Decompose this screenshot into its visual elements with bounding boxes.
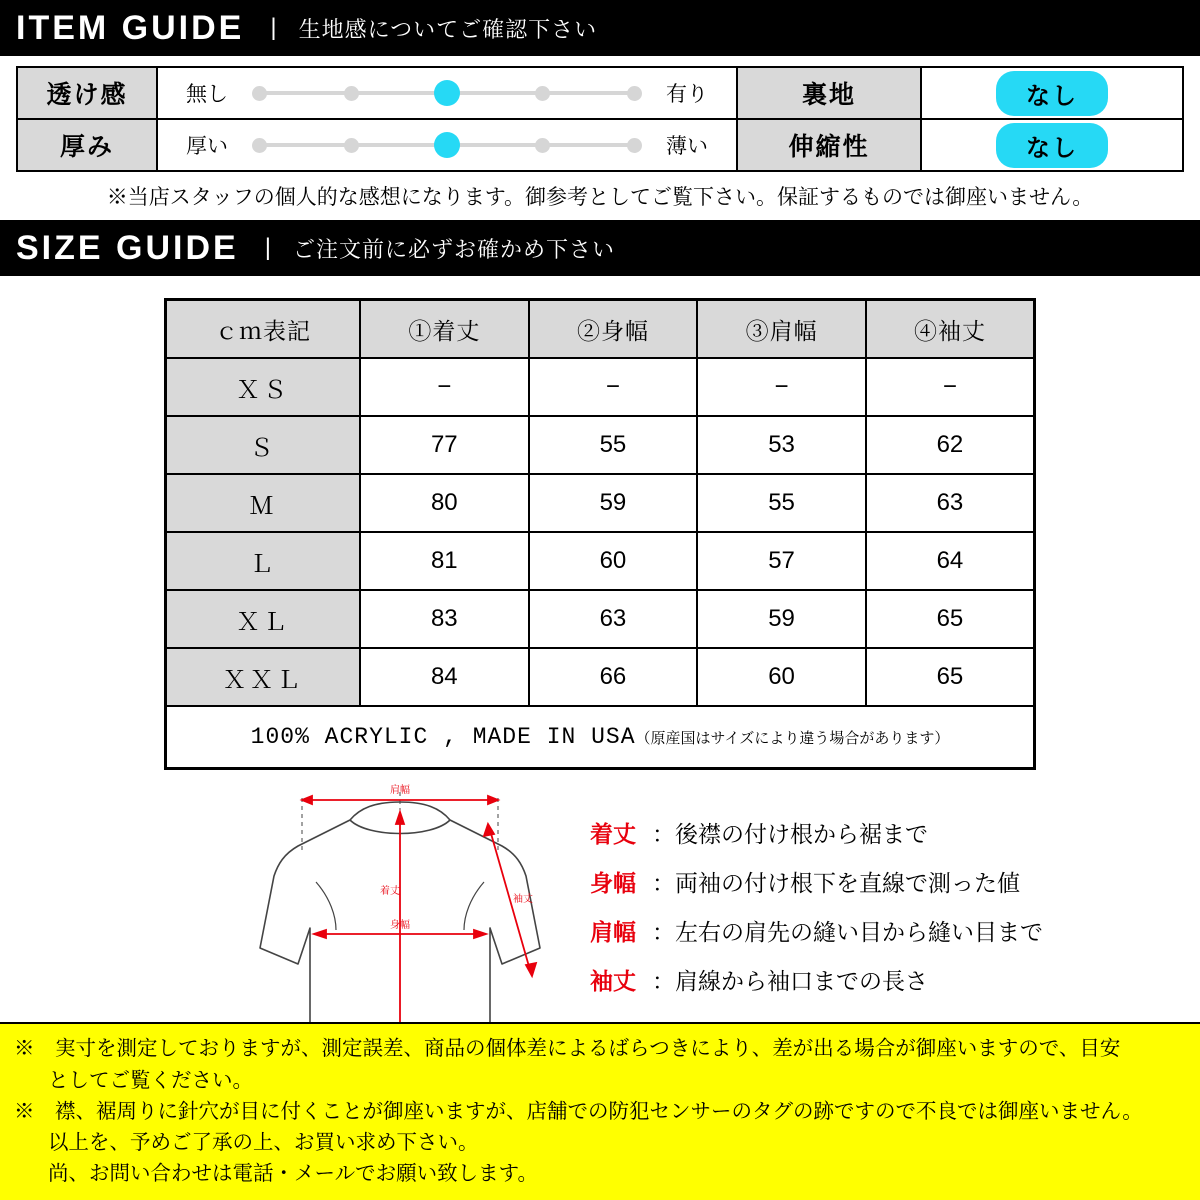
item-guide-body xyxy=(0,56,1200,220)
legend-item xyxy=(590,963,1043,996)
scale-dot xyxy=(252,86,267,101)
thickness-label: 厚み xyxy=(17,119,157,171)
cell-sleeve: 63 xyxy=(866,474,1035,532)
size-name: ＸＳ xyxy=(166,358,361,416)
lining-label: 裏地 xyxy=(737,67,921,119)
cell-chest: 59 xyxy=(529,474,698,532)
cell-shoulder: 53 xyxy=(697,416,866,474)
cell-length: 81 xyxy=(360,532,529,590)
item-guide-subtitle: 生地感についてご確認下さい xyxy=(298,16,598,42)
thickness-scale-cell xyxy=(157,119,737,171)
table-row xyxy=(166,358,1035,416)
legend-item xyxy=(590,914,1043,947)
table-row xyxy=(166,590,1035,648)
scale-dots xyxy=(252,134,642,156)
table-row xyxy=(166,416,1035,474)
thickness-scale-right: 薄い xyxy=(666,135,708,158)
sheer-scale-left: 無し xyxy=(186,83,228,106)
sheer-label: 透け感 xyxy=(17,67,157,119)
scale-dot xyxy=(344,138,359,153)
cell-shoulder: 55 xyxy=(697,474,866,532)
cell-sleeve: 65 xyxy=(866,648,1035,706)
size-guide-header xyxy=(0,220,1200,276)
col-header-sleeve: ④袖丈 xyxy=(866,300,1035,359)
legend-item xyxy=(590,816,1043,849)
sheer-scale-right: 有り xyxy=(666,83,708,106)
measurement-legend xyxy=(590,816,1043,1012)
sheer-scale-cell xyxy=(157,67,737,119)
diagram-label-length: 着丈 xyxy=(380,886,400,897)
legend-value-sleeve: ：肩線から袖口までの長さ xyxy=(652,968,928,994)
cell-shoulder: 59 xyxy=(697,590,866,648)
col-header-chest: ②身幅 xyxy=(529,300,698,359)
cell-shoulder: − xyxy=(697,358,866,416)
notice-line: ※ 実寸を測定しておりますが、測定誤差、商品の個体差によるばらつきにより、差が出る場合が御座いますので、目安 xyxy=(14,1037,1121,1061)
size-table-wrap xyxy=(0,276,1200,770)
item-guide-title: ITEM GUIDE xyxy=(16,8,245,47)
thickness-scale-track xyxy=(252,134,642,156)
cell-length: − xyxy=(360,358,529,416)
legend-key-length: 着丈 xyxy=(590,821,636,847)
notice-line: 以上を、予めご了承の上、お買い求め下さい。 xyxy=(48,1130,479,1154)
cell-sleeve: − xyxy=(866,358,1035,416)
cell-shoulder: 60 xyxy=(697,648,866,706)
cell-chest: 63 xyxy=(529,590,698,648)
cell-chest: 60 xyxy=(529,532,698,590)
table-row xyxy=(166,648,1035,706)
legend-key-chest: 身幅 xyxy=(590,870,636,896)
scale-dots xyxy=(252,82,642,104)
notice-line: ※ 襟、裾周りに針穴が目に付くことが御座いますが、店舗での防犯センサーのタグの跡ですので不良では御座いません。 xyxy=(14,1099,1143,1123)
cell-length: 80 xyxy=(360,474,529,532)
scale-dot-active xyxy=(436,134,458,156)
cell-chest: 55 xyxy=(529,416,698,474)
material-text: 100% ACRYLIC , MADE IN USA xyxy=(250,724,636,750)
size-name: Ｌ xyxy=(166,532,361,590)
stretch-value-cell xyxy=(921,119,1183,171)
legend-value-chest: ：両袖の付け根下を直線で測った値 xyxy=(652,870,1020,896)
scale-dot xyxy=(535,138,550,153)
cell-chest: − xyxy=(529,358,698,416)
material-origin-note xyxy=(166,706,1035,769)
scale-dot xyxy=(344,86,359,101)
item-guide-header xyxy=(0,0,1200,56)
diagram-label-sleeve: 袖丈 xyxy=(513,894,533,905)
scale-dot xyxy=(627,138,642,153)
legend-key-sleeve: 袖丈 xyxy=(590,968,636,994)
cell-sleeve: 64 xyxy=(866,532,1035,590)
item-guide-disclaimer: ※当店スタッフの個人的な感想になります。御参考としてご覧下さい。保証するものでは御座いません。 xyxy=(106,186,1094,209)
size-name: Ｍ xyxy=(166,474,361,532)
size-guide-title: SIZE GUIDE xyxy=(16,228,239,267)
thickness-scale-left: 厚い xyxy=(186,135,228,158)
origin-note: （原産国はサイズにより違う場合があります） xyxy=(635,730,950,747)
cell-length: 84 xyxy=(360,648,529,706)
size-table-header-row xyxy=(166,300,1035,359)
size-name: ＸＬ xyxy=(166,590,361,648)
notice-line: としてご覧ください。 xyxy=(48,1068,253,1092)
size-guide-subtitle: ご注文前に必ずお確かめ下さい xyxy=(292,236,615,262)
table-row xyxy=(17,119,1183,171)
size-name: Ｓ xyxy=(166,416,361,474)
cell-shoulder: 57 xyxy=(697,532,866,590)
size-guide-separator: | xyxy=(264,234,271,261)
size-name: ＸＸＬ xyxy=(166,648,361,706)
scale-dot xyxy=(252,138,267,153)
cell-length: 77 xyxy=(360,416,529,474)
item-guide-separator: | xyxy=(270,14,277,41)
size-table-footer-row xyxy=(166,706,1035,769)
diagram-label-chest: 身幅 xyxy=(390,920,410,931)
item-guide-table xyxy=(16,66,1184,172)
scale-dot xyxy=(627,86,642,101)
col-header-length: ①着丈 xyxy=(360,300,529,359)
legend-value-length: ：後襟の付け根から裾まで xyxy=(652,821,928,847)
lining-value-cell xyxy=(921,67,1183,119)
cell-length: 83 xyxy=(360,590,529,648)
legend-key-shoulder: 肩幅 xyxy=(590,919,636,945)
cell-chest: 66 xyxy=(529,648,698,706)
cell-sleeve: 62 xyxy=(866,416,1035,474)
size-table xyxy=(164,298,1036,770)
cell-sleeve: 65 xyxy=(866,590,1035,648)
table-row xyxy=(166,474,1035,532)
table-row xyxy=(166,532,1035,590)
stretch-label: 伸縮性 xyxy=(737,119,921,171)
col-header-unit: ｃｍ表記 xyxy=(166,300,361,359)
legend-item xyxy=(590,865,1043,898)
sheer-scale-track xyxy=(252,82,642,104)
col-header-shoulder: ③肩幅 xyxy=(697,300,866,359)
notice-line: 尚、お問い合わせは電話・メールでお願い致します。 xyxy=(48,1161,538,1185)
notice-footer xyxy=(0,1022,1200,1200)
scale-dot-active xyxy=(436,82,458,104)
diagram-label-shoulder: 肩幅 xyxy=(390,785,410,796)
stretch-value-badge: なし xyxy=(996,123,1108,168)
scale-dot xyxy=(535,86,550,101)
table-row xyxy=(17,67,1183,119)
lining-value-badge: なし xyxy=(996,71,1108,116)
legend-value-shoulder: ：左右の肩先の縫い目から縫い目まで xyxy=(652,919,1043,945)
